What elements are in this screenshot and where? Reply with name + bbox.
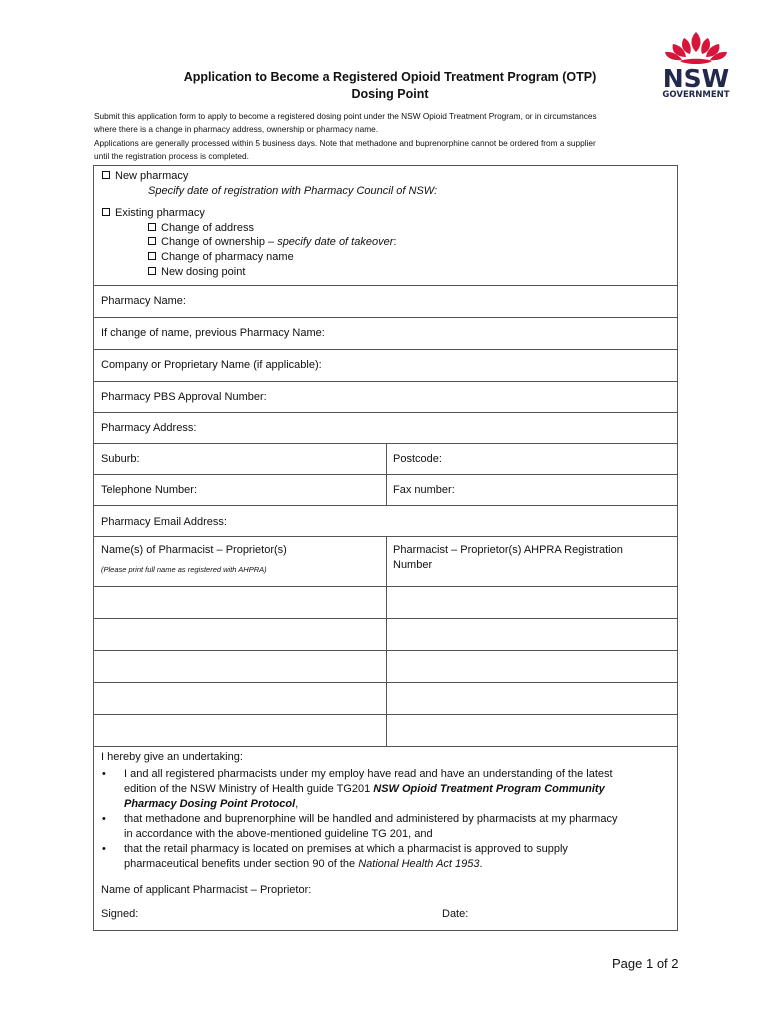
pbs-number-field[interactable] [94, 382, 677, 413]
company-name-field[interactable] [94, 350, 677, 382]
pharmacy-type-section [94, 166, 677, 286]
new-pharmacy-note: Specify date of registration with Pharmacy Council of NSW: [148, 185, 438, 197]
email-field[interactable] [94, 506, 677, 537]
pbs-number-label: Pharmacy PBS Approval Number: [101, 391, 267, 403]
change-address-option[interactable] [148, 221, 254, 236]
column-divider [386, 475, 387, 505]
undertaking-item-2 [100, 812, 670, 842]
column-divider [386, 444, 387, 474]
fax-label[interactable]: Fax number: [393, 484, 455, 496]
waratah-icon [660, 30, 732, 68]
change-name-option[interactable] [148, 250, 294, 265]
change-ownership-option[interactable] [148, 235, 396, 250]
intro-p1-line-2: where there is a change in pharmacy address, ownership or pharmacy name. [94, 123, 379, 134]
column-divider [386, 537, 387, 586]
change-ownership-colon: : [393, 236, 397, 248]
previous-name-label: If change of name, previous Pharmacy Name: [101, 327, 325, 339]
application-form [93, 165, 678, 931]
pharmacist-names-note: (Please print full name as registered with AHPRA) [101, 565, 267, 574]
undertaking-1-line-1: I and all registered pharmacists under my employ have read and have an understanding of the latest [124, 768, 613, 780]
title-line-1: Application to Become a Registered Opioid Treatment Program (OTP) [183, 70, 597, 84]
existing-pharmacy-checkbox[interactable] [102, 208, 110, 216]
existing-pharmacy-option[interactable] [102, 206, 205, 221]
title-line-2: Dosing Point [351, 87, 429, 101]
address-label: Pharmacy Address: [101, 422, 197, 434]
address-field[interactable] [94, 413, 677, 444]
logo-subtext: GOVERNMENT [662, 90, 730, 100]
undertaking-section [94, 747, 677, 932]
undertaking-1-line-2: edition of the NSW Ministry of Health guide TG201 NSW Opioid Treatment Program Community [124, 783, 605, 795]
change-address-checkbox[interactable] [148, 223, 156, 231]
page-number: Page 1 of 2 [612, 956, 679, 971]
document-title [100, 69, 680, 103]
telephone-label[interactable]: Telephone Number: [101, 484, 198, 496]
column-divider [386, 651, 387, 682]
column-divider [386, 715, 387, 746]
change-ownership-label: Change of ownership – [161, 236, 278, 248]
change-address-label: Change of address [161, 222, 254, 234]
ahpra-header-line-1: Pharmacist – Proprietor(s) AHPRA Registration [393, 544, 623, 556]
intro-p1-line-1: Submit this application form to apply to become a registered dosing point under the NSW Opioid Treatment Program, or in circumstances [94, 111, 597, 121]
postcode-label[interactable]: Postcode: [393, 453, 442, 465]
pharmacy-name-label: Pharmacy Name: [101, 295, 186, 307]
applicant-name-label[interactable]: Name of applicant Pharmacist – Proprietor: [101, 884, 312, 896]
bullet-icon: • [102, 843, 106, 855]
previous-name-field[interactable] [94, 318, 677, 350]
undertaking-1-line-3: Pharmacy Dosing Point Protocol, [124, 798, 299, 810]
new-pharmacy-checkbox[interactable] [102, 171, 110, 179]
suburb-label[interactable]: Suburb: [101, 453, 140, 465]
new-pharmacy-label: New pharmacy [115, 170, 189, 182]
change-ownership-note: specify date of takeover [277, 236, 394, 248]
bullet-icon: • [102, 768, 106, 780]
suburb-postcode-row [94, 444, 677, 475]
pharmacist-table-header [94, 537, 677, 587]
change-name-checkbox[interactable] [148, 252, 156, 260]
intro-paragraph-1 [94, 110, 684, 135]
undertaking-3-line-2: pharmaceutical benefits under section 90 of the National Health Act 1953. [124, 858, 483, 870]
logo-wordmark: NSW [662, 64, 730, 93]
company-name-label: Company or Proprietary Name (if applicable): [101, 359, 322, 371]
column-divider [386, 587, 387, 618]
change-ownership-checkbox[interactable] [148, 237, 156, 245]
email-label: Pharmacy Email Address: [101, 516, 227, 528]
table-row [94, 683, 677, 715]
table-row [94, 619, 677, 651]
ahpra-header-line-2: Number [393, 559, 433, 571]
undertaking-2-line-2: in accordance with the above-mentioned guideline TG 201, and [124, 828, 433, 840]
undertaking-item-1 [100, 767, 670, 812]
intro-p2-line-2: until the registration process is completed. [94, 150, 249, 161]
new-dosing-point-option[interactable] [148, 265, 245, 280]
intro-paragraph-2 [94, 137, 684, 162]
column-divider [386, 619, 387, 650]
column-divider [386, 683, 387, 714]
intro-p2-line-1: Applications are generally processed within 5 business days. Note that methadone and buprenorphine cannot be ordered from a supplier [94, 138, 596, 148]
existing-pharmacy-label: Existing pharmacy [115, 207, 205, 219]
undertaking-2-line-1: that methadone and buprenorphine will be handled and administered by pharmacists at my pharmacy [124, 813, 618, 825]
new-pharmacy-option[interactable] [102, 169, 188, 184]
new-dosing-point-label: New dosing point [161, 266, 246, 278]
pharmacy-name-field[interactable] [94, 286, 677, 318]
bullet-icon: • [102, 813, 106, 825]
undertaking-item-3 [100, 842, 670, 872]
table-row [94, 651, 677, 683]
undertaking-intro: I hereby give an undertaking: [101, 751, 243, 763]
undertaking-3-line-1: that the retail pharmacy is located on premises at which a pharmacist is approved to supply [124, 843, 568, 855]
table-row [94, 587, 677, 619]
pharmacist-names-header: Name(s) of Pharmacist – Proprietor(s) [101, 544, 287, 556]
change-name-label: Change of pharmacy name [161, 251, 294, 263]
table-row [94, 715, 677, 747]
new-dosing-point-checkbox[interactable] [148, 267, 156, 275]
date-label[interactable]: Date: [442, 908, 469, 920]
phone-fax-row [94, 475, 677, 506]
signed-label[interactable]: Signed: [101, 908, 139, 920]
undertaking-list [100, 767, 670, 872]
